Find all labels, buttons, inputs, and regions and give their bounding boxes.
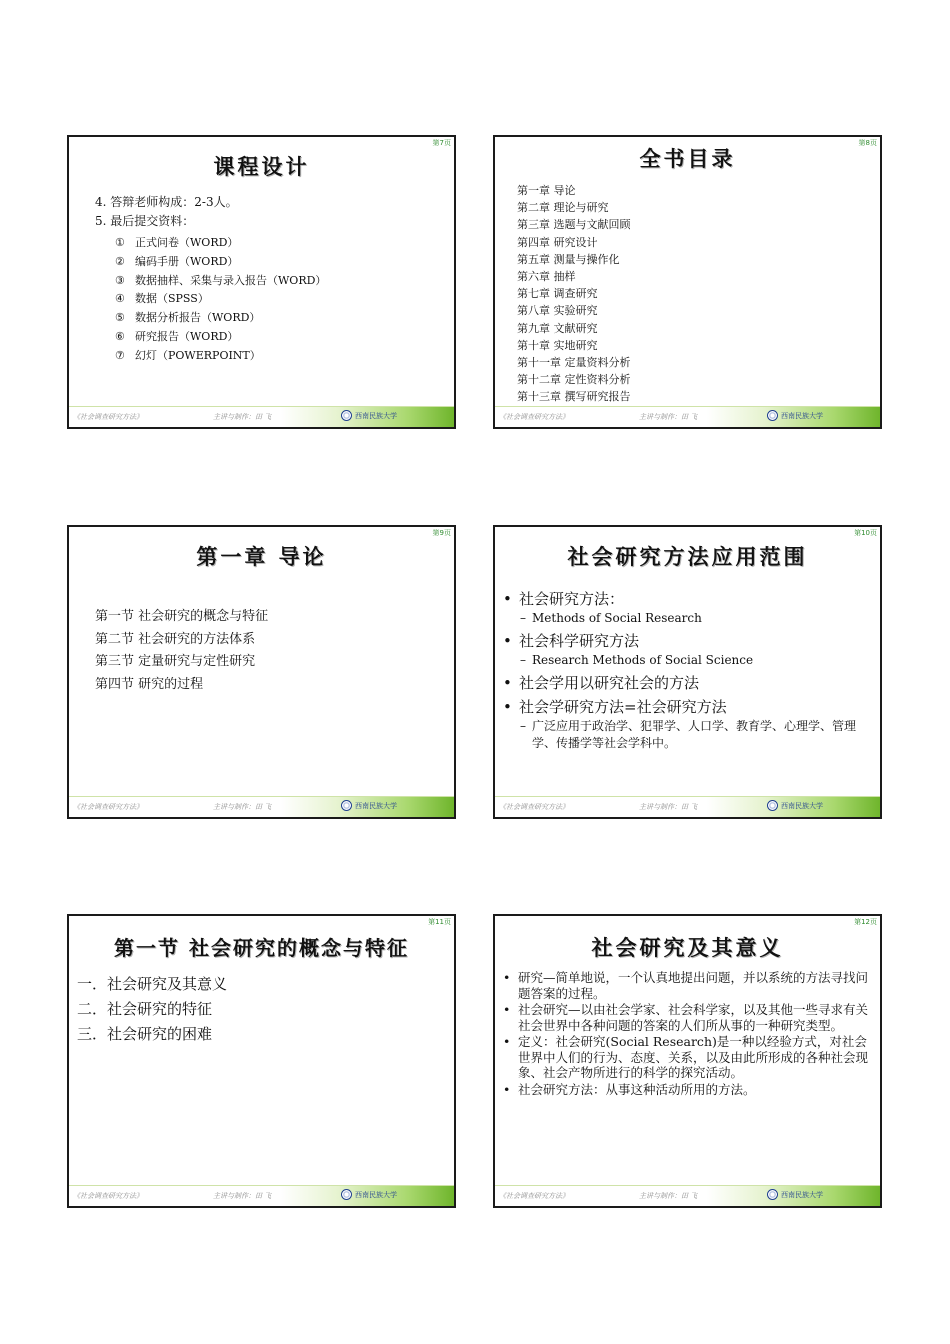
school-logo: 西南民族大学 <box>767 1189 823 1200</box>
bullet-item: • 社会科学研究方法 <box>503 632 640 650</box>
slide-title: 第一章 导论 <box>196 545 327 569</box>
section-item: 第三节 定量研究与定性研究 <box>95 654 256 669</box>
toc-item: 第三章 选题与文献回顾 <box>517 218 631 232</box>
sub-item: ④ 数据（SPSS） <box>115 292 209 306</box>
bullet-item: • 社会研究方法： <box>503 590 625 608</box>
slide-footer <box>495 796 880 817</box>
slide-7 <box>67 135 456 429</box>
toc-item: 第五章 测量与操作化 <box>517 252 620 266</box>
course-name: 《社会调查研究方法》 <box>73 1192 143 1200</box>
slide-footer <box>69 1185 454 1206</box>
list-item: 5. 最后提交资料： <box>95 214 195 228</box>
sub-item: ⑤ 数据分析报告（WORD） <box>115 311 261 325</box>
course-name: 《社会调查研究方法》 <box>499 413 569 421</box>
bullet-item: • 社会研究—以由社会学家、社会科学家，以及其他一些寻求有关社会世界中各种问题的答案的人们所从事的一种研究类型。 <box>503 1002 869 1033</box>
toc-item: 第二章 理论与研究 <box>517 201 609 215</box>
bullet-list <box>503 970 868 1098</box>
bullet-item: • 社会学用以研究社会的方法 <box>503 674 700 692</box>
sub-bullet-item: – Research Methods of Social Science <box>520 653 754 667</box>
sub-item: ③ 数据抽样、采集与录入报告（WORD） <box>115 273 327 287</box>
slide-8 <box>493 135 882 429</box>
school-seal-icon <box>341 410 352 421</box>
bullet-item: • 定义：社会研究(Social Research)是一种以经验方式，对社会世界中人们的行为、态度、关系，以及由此所形成的各种社会现象、社会产物所进行的科学的探究活动。 <box>503 1034 869 1080</box>
school-seal-icon <box>341 800 352 811</box>
toc-item: 第十二章 定性资料分析 <box>517 373 631 387</box>
course-name: 《社会调查研究方法》 <box>73 803 143 811</box>
sub-bullet-item: – 广泛应用于政治学、犯罪学、人口学、教育学、心理学、管理学、传播学等社会学科中。 <box>520 719 857 750</box>
bullet-list <box>503 585 872 752</box>
slide-footer <box>69 796 454 817</box>
course-name: 《社会调查研究方法》 <box>73 413 143 421</box>
school-seal-icon <box>767 800 778 811</box>
toc-item: 第十一章 定量资料分析 <box>517 356 631 370</box>
slide-footer <box>69 406 454 427</box>
sub-item: ② 编码手册（WORD） <box>115 254 239 268</box>
bullet-item: • 社会研究方法：从事这种活动所用的方法。 <box>503 1081 756 1097</box>
page-number: 第11页 <box>428 918 451 926</box>
sub-item: ⑦ 幻灯（POWERPOINT） <box>115 348 261 362</box>
sub-item: ① 正式问卷（WORD） <box>115 236 239 249</box>
toc-item: 第十章 实地研究 <box>517 338 598 352</box>
slide-11 <box>67 914 456 1208</box>
school-logo: 西南民族大学 <box>767 800 823 811</box>
section-item: 第二节 社会研究的方法体系 <box>95 631 256 647</box>
author-credit: 主讲与制作：田 飞 <box>639 413 698 421</box>
school-seal-icon <box>341 1189 352 1200</box>
slide-footer <box>495 1185 880 1206</box>
author-credit: 主讲与制作：田 飞 <box>213 803 272 811</box>
author-credit: 主讲与制作：田 飞 <box>213 1192 272 1200</box>
slide-title: 第一节 社会研究的概念与特征 <box>114 936 409 960</box>
list-item: 一．社会研究及其意义 <box>77 975 228 993</box>
page-number: 第10页 <box>854 529 877 537</box>
author-credit: 主讲与制作：田 飞 <box>213 413 272 421</box>
list-item: 二．社会研究的特征 <box>77 1000 213 1018</box>
page-number: 第9页 <box>432 529 451 537</box>
slide-9 <box>67 525 456 819</box>
toc-item: 第九章 文献研究 <box>517 321 598 335</box>
page-number: 第8页 <box>858 139 877 147</box>
bullet-item: • 社会学研究方法=社会研究方法 <box>503 698 727 716</box>
slide-title: 社会研究方法应用范围 <box>567 545 808 569</box>
sub-list <box>115 234 326 366</box>
school-logo: 西南民族大学 <box>341 410 397 421</box>
slide-title: 全书目录 <box>639 147 736 171</box>
page-number: 第12页 <box>854 918 877 926</box>
toc-item: 第六章 抽样 <box>517 270 576 284</box>
toc-item: 第八章 实验研究 <box>517 304 598 318</box>
slide-12 <box>493 914 882 1208</box>
list-item: 4. 答辩老师构成：2-3人。 <box>95 195 238 209</box>
item-list <box>77 972 227 1047</box>
section-item: 第四节 研究的过程 <box>95 676 204 692</box>
table-of-contents <box>517 182 631 406</box>
toc-item: 第十三章 撰写研究报告 <box>517 390 631 404</box>
school-logo: 西南民族大学 <box>767 410 823 421</box>
course-name: 《社会调查研究方法》 <box>499 803 569 811</box>
school-seal-icon <box>767 410 778 421</box>
course-name: 《社会调查研究方法》 <box>499 1192 569 1200</box>
sub-item: ⑥ 研究报告（WORD） <box>115 329 239 343</box>
school-logo: 西南民族大学 <box>341 1189 397 1200</box>
list-item: 三．社会研究的困难 <box>77 1025 213 1043</box>
section-list <box>95 606 268 696</box>
bullet-item: • 研究—简单地说，一个认真地提出问题，并以系统的方法寻找问题答案的过程。 <box>503 970 869 1001</box>
school-seal-icon <box>767 1189 778 1200</box>
toc-item: 第四章 研究设计 <box>517 235 598 249</box>
slide-10 <box>493 525 882 819</box>
author-credit: 主讲与制作：田 飞 <box>639 1192 698 1200</box>
author-credit: 主讲与制作：田 飞 <box>639 803 698 811</box>
slide-title: 课程设计 <box>213 155 310 179</box>
school-logo: 西南民族大学 <box>341 800 397 811</box>
toc-item: 第一章 导论 <box>517 184 576 197</box>
item-list <box>95 193 238 231</box>
page-number: 第7页 <box>432 139 451 147</box>
slide-footer <box>495 406 880 427</box>
sub-bullet-item: – Methods of Social Research <box>520 611 702 625</box>
slide-title: 社会研究及其意义 <box>591 936 784 960</box>
section-item: 第一节 社会研究的概念与特征 <box>95 609 269 624</box>
toc-item: 第七章 调查研究 <box>517 287 598 301</box>
